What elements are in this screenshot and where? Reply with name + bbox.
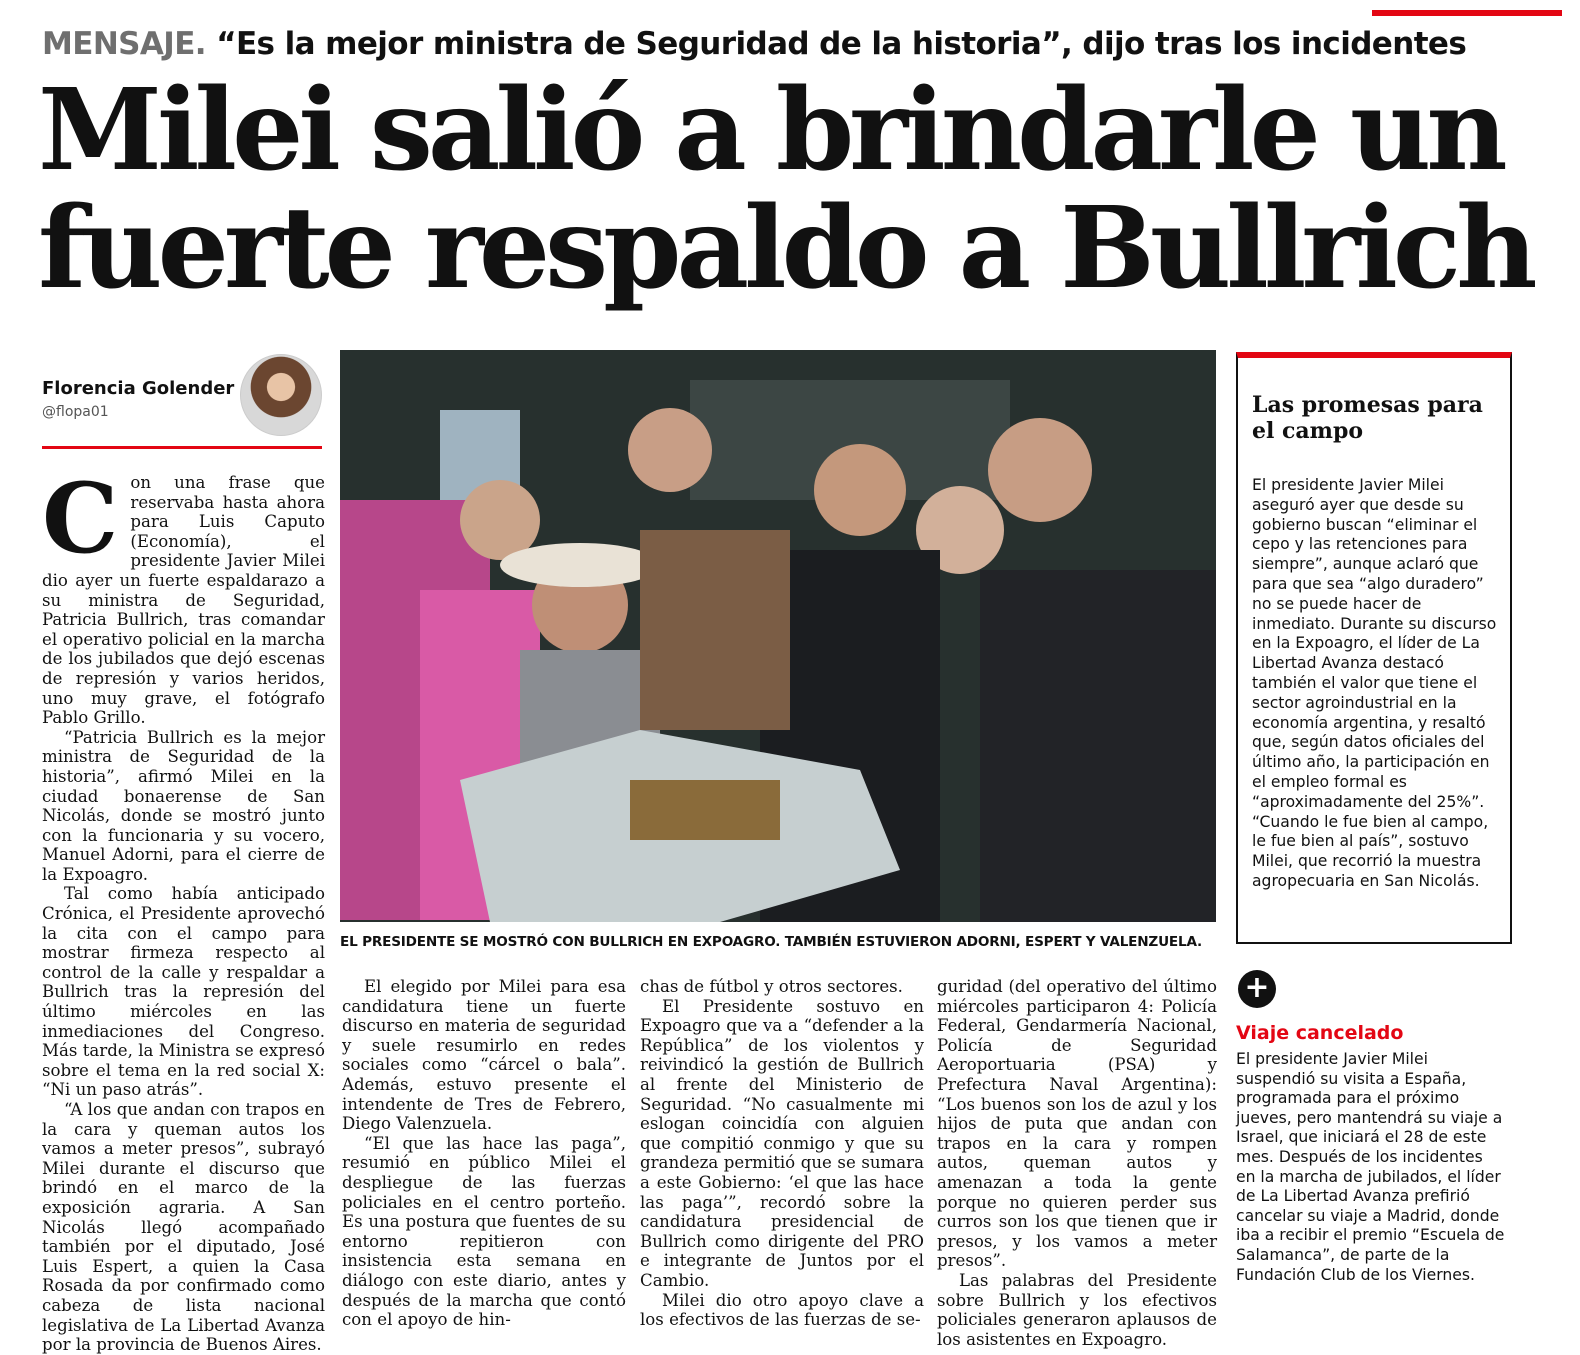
paragraph: Las palabras del Presidente sobre Bullrich y los efectivos policiales generaron aplausos de los asistentes en Expoagro.	[937, 1270, 1217, 1349]
author-avatar	[240, 354, 322, 436]
byline-divider	[42, 446, 322, 449]
paragraph: El elegido por Milei para esa candidatura tiene un fuerte discurso en materia de seguridad y suele resumirlo en redes sociales como “cárcel o bala”. Además, estuvo presente el intendente de Tres de Febrero, Diego Valenzuela.	[342, 977, 626, 1134]
expand-plus-button[interactable]: +	[1238, 970, 1276, 1008]
byline-author: Florencia Golender	[42, 378, 235, 399]
headline: Milei salió a brindarle un fuerte respaldo a Bullrich	[38, 65, 1533, 314]
paragraph: “El que las hace las paga”, resumió en público Milei el despliegue de las fuerzas policiales en el centro porteño. Es una postura que fuentes de su entorno repitieron con insistencia esta semana en diálogo con este diario, antes y después de la marcha que contó con el apoyo de hin-	[342, 1133, 626, 1330]
viaje-body	[1236, 1050, 1506, 1285]
paragraph: guridad (del operativo del último miércoles participaron 4: Policía Federal, Gendarmería Nacional, Policía de Seguridad Aeroportuaria (PSA) y Prefectura Naval Argentina): “Los buenos son los de azul y los hijos de puta que andan con trapos en la cara y rompen autos, queman autos y amenazan a toda la gente porque no quieren perder sus curros son los que tienen que ir presos, y los vamos a meter presos”.	[937, 977, 1217, 1271]
main-photo	[340, 350, 1216, 922]
sidebar-title: Las promesas para el campo	[1252, 392, 1483, 444]
paragraph: on una frase que reservaba hasta ahora para Luis Caputo (Economía), el presidente Javier Milei dio ayer un fuerte espaldarazo a su ministra de Seguridad, Patricia Bullrich, tras comandar el operativo policial en la marcha de los jubilados que dejó escenas de represión y varios heridos, uno muy grave, el fotógrafo Pablo Grillo.	[42, 473, 325, 728]
sidebar-body	[1252, 476, 1502, 892]
paragraph: “Patricia Bullrich es la mejor ministra de Seguridad de la historia”, afirmó Milei en la ciudad bonaerense de San Nicolás, donde se mostró junto con la funcionaria y su vocero, Manuel Adorni, para el cierre de la Expoagro.	[42, 727, 325, 884]
kicker-quote: “Es la mejor ministra de Seguridad de la historia”, dijo tras los incidentes	[216, 26, 1467, 62]
photo-caption: EL PRESIDENTE SE MOSTRÓ CON BULLRICH EN EXPOAGRO. TAMBIÉN ESTUVIERON ADORNI, ESPERT Y VALENZUELA.	[340, 934, 1202, 950]
paragraph: chas de fútbol y otros sectores.	[640, 977, 903, 996]
paragraph: Milei dio otro apoyo clave a los efectivos de las fuerzas de se-	[640, 1290, 924, 1330]
kicker-label: MENSAJE.	[42, 26, 206, 62]
photo-illustration	[340, 350, 1216, 922]
paragraph: El Presidente sostuvo en Expoagro que va a “defender a la República” de los violentos y reivindicó la gestión de Bullrich al frente del Ministerio de Seguridad. “No casualmente mi eslogan coincidía con alguien que compitió conmigo y que su grandeza permitió que se sumara a este Gobierno: ‘el que las hace las paga’”, recordó sobre la candidatura presidencial de Bullrich como dirigente del PRO e integrante de Juntos por el Cambio.	[640, 996, 924, 1290]
paragraph: “A los que andan con trapos en la cara y queman autos los vamos a meter presos”, subrayó Milei durante el discurso que brindó en el marco de la exposición agraria. A San Nicolás llegó acompañado también por el diputado, José Luis Espert, a quien la Casa Rosada da por confirmado como cabeza de lista nacional legislativa de La Libertad Avanza por la provincia de Buenos Aires.	[42, 1100, 325, 1355]
viaje-title: Viaje cancelado	[1236, 1022, 1404, 1044]
article-column-2	[342, 977, 626, 1330]
article-column-1	[42, 462, 325, 1355]
byline-handle: @flopa01	[42, 404, 109, 420]
kicker	[42, 26, 1562, 62]
sidebar-paragraph: “Cuando le fue bien al campo, le fue bien al país”, sostuvo Milei, que recorrió la muestra agropecuaria en San Nicolás.	[1252, 812, 1489, 890]
top-red-bar	[1372, 10, 1562, 16]
paragraph: Tal como había anticipado Crónica, el Presidente aprovechó la cita con el campo para mostrar firmeza respecto al control de la calle y respaldar a Bullrich tras la represión del último miércoles en las inmediaciones del Congreso. Más tarde, la Ministra se expresó sobre el tema en la red social X: “Ni un paso atrás”.	[42, 884, 325, 1100]
sidebar-paragraph: El presidente Javier Milei aseguró ayer que desde su gobierno buscan “eliminar el cepo y las retenciones para siempre”, aunque aclaró que para que sea “algo duradero” no se puede hacer de inmediato. Durante su discurso en la Expoagro, el líder de La Libertad Avanza destacó también el valor que tiene el sector agroindustrial en la economía argentina, y resaltó que, según datos oficiales del último año, la participación en el empleo formal es “aproximadamente del 25%”.	[1252, 476, 1497, 811]
article-column-3	[640, 977, 924, 1330]
viaje-paragraph: El presidente Javier Milei suspendió su visita a España, programada para el próximo jueves, pero mantendrá su viaje a Israel, que iniciará el 28 de este mes. Después de los incidentes en la marcha de jubilados, el líder de La Libertad Avanza prefirió cancelar su viaje a Madrid, donde iba a recibir el premio “Escuela de Salamanca”, de parte de la Fundación Club de los Viernes.	[1236, 1050, 1505, 1284]
drop-cap: C	[42, 462, 119, 575]
article-column-4	[937, 977, 1217, 1349]
